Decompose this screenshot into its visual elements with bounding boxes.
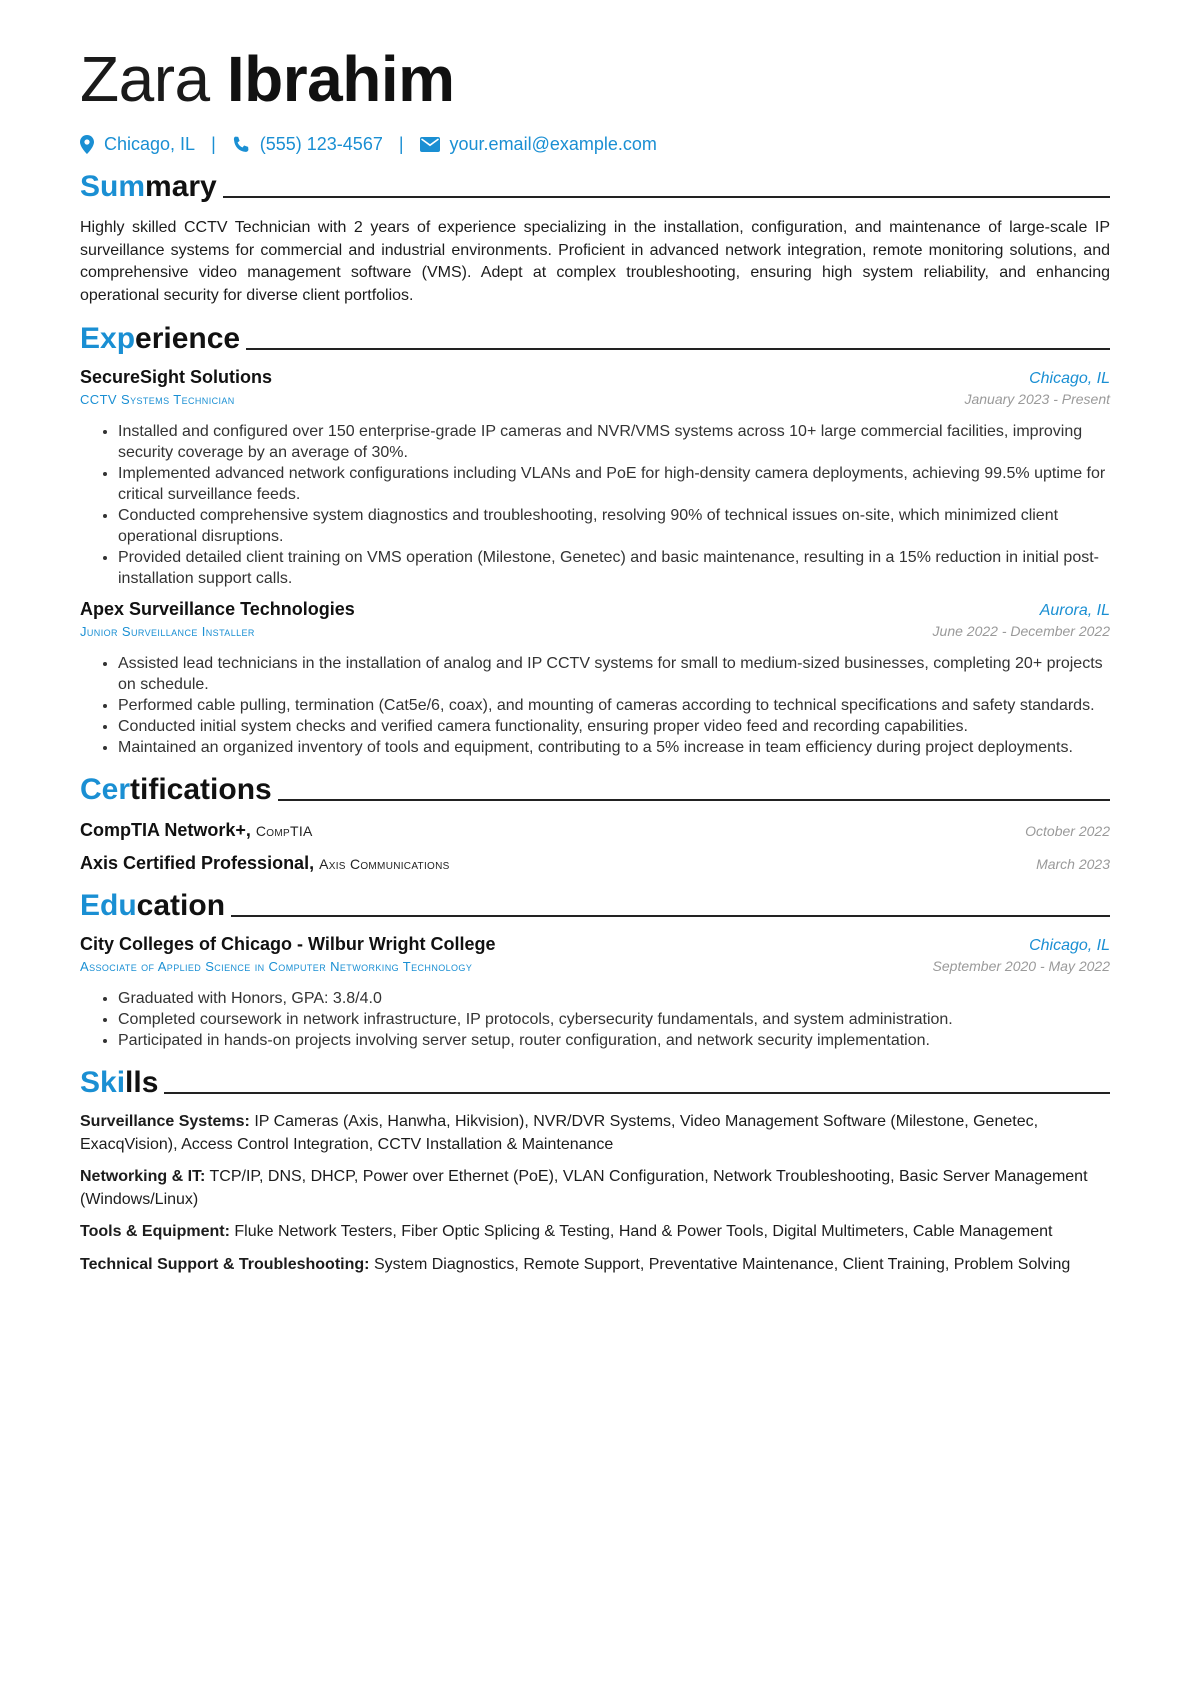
education-list [80, 988, 1110, 1051]
skill-values: Fluke Network Testers, Fiber Optic Splicing & Testing, Hand & Power Tools, Digital Multimeters, Cable Management [234, 1223, 1053, 1240]
skill-category: Surveillance Systems: [80, 1113, 250, 1130]
skill-row [80, 1111, 1110, 1156]
list-item: • Maintained an organized inventory of tools and equipment, contributing to a 5% increase in team efficiency during project deployments. [118, 737, 1110, 758]
summary-heading [80, 169, 1110, 205]
job-dates: June 2022 - December 2022 [932, 623, 1110, 639]
certification-name: Axis Certified Professional [80, 853, 310, 873]
school-name: City Colleges of Chicago - Wilbur Wright College [80, 934, 496, 954]
skill-category: Technical Support & Troubleshooting: [80, 1255, 370, 1273]
skills-heading [80, 1065, 1110, 1101]
company-name: Apex Surveillance Technologies [80, 599, 355, 619]
section-title: Certifications [80, 773, 272, 806]
skill-values: IP Cameras (Axis, Hanwha, Hikvision), NVR/DVR Systems, Video Management Software (Milestone, Genetec, ExacqVision), Access Control Integration, CCTV Installation & Maintenance [80, 1113, 1039, 1153]
list-item: • Conducted comprehensive system diagnostics and troubleshooting, resolving 90% of technical issues on-site, which minimized client operational disruptions. [118, 505, 1110, 547]
location-text: Chicago, IL [104, 134, 196, 154]
company-name: SecureSight Solutions [80, 367, 273, 387]
envelope-icon [420, 137, 440, 152]
list-item: • Conducted initial system checks and verified camera functionality, ensuring proper video feed and recording capabilities. [118, 716, 1110, 737]
contact-separator: | [211, 134, 216, 154]
map-pin-icon [80, 135, 94, 154]
experience-heading [80, 321, 1110, 357]
list-item: • Provided detailed client training on VMS operation (Milestone, Genetec) and basic maintenance, resulting in a 15% reduction in initial post-installation support calls. [118, 547, 1110, 589]
contact-separator: | [398, 134, 404, 154]
certification-date: March 2023 [1036, 856, 1110, 872]
school-location: Chicago, IL [1029, 937, 1110, 954]
skill-row [80, 1166, 1110, 1211]
job-title: Junior Surveillance Installer [80, 624, 255, 639]
section-rule [231, 915, 1110, 917]
achievement-list [80, 421, 1110, 589]
list-item: • Performed cable pulling, termination (Cat5e/6, coax), and mounting of cameras according to technical specifications and safety standards. [118, 695, 1110, 716]
job-dates: January 2023 - Present [964, 391, 1110, 407]
job-title: CCTV Systems Technician [80, 392, 235, 407]
job-location: Chicago, IL [1029, 370, 1110, 387]
education-entry [80, 934, 1110, 1051]
certifications-heading [80, 772, 1110, 808]
skill-category: Networking & IT: [80, 1168, 206, 1185]
skill-category: Tools & Equipment: [80, 1223, 230, 1240]
section-title: Skills [80, 1066, 159, 1099]
email-link: your.email@example.com [449, 134, 657, 154]
contact-phone[interactable] [232, 134, 383, 155]
certification-issuer: Axis Communications [319, 856, 450, 872]
list-item: • Completed coursework in network infrastructure, IP protocols, cybersecurity fundamentals, and system administration. [118, 1009, 1110, 1030]
certification-item: Axis Certified Professional, Axis Communications March 2023 [80, 853, 1110, 873]
list-item: • Installed and configured over 150 enterprise-grade IP cameras and NVR/VMS systems across 10+ large commercial facilities, improving security coverage by an average of 30%. [118, 421, 1110, 463]
education-heading [80, 888, 1110, 924]
contact-email[interactable] [420, 134, 657, 155]
contact-location [80, 134, 195, 155]
first-name: Zara [80, 43, 210, 115]
list-item: • Participated in hands-on projects involving server setup, router configuration, and network security implementation. [118, 1030, 1110, 1051]
phone-icon [232, 136, 250, 154]
phone-text: (555) 123-4567 [259, 134, 383, 154]
certification-item: CompTIA Network+, CompTIA October 2022 [80, 820, 1110, 840]
degree-title: Associate of Applied Science in Computer Networking Technology [80, 959, 473, 974]
section-rule [246, 348, 1110, 350]
skill-values: System Diagnostics, Remote Support, Preventative Maintenance, Client Training, Problem Solving [373, 1255, 1071, 1273]
contact-line [80, 134, 1110, 155]
education-dates: September 2020 - May 2022 [932, 958, 1110, 974]
experience-entry [80, 599, 1110, 758]
certification-issuer: CompTIA [255, 823, 313, 839]
skill-values: TCP/IP, DNS, DHCP, Power over Ethernet (PoE), VLAN Configuration, Network Troubleshooting, Basic Server Management (Windows/Linux) [80, 1168, 1088, 1208]
list-item: • Implemented advanced network configurations including VLANs and PoE for high-density camera deployments, achieving 99.5% uptime for critical surveillance feeds. [118, 463, 1110, 505]
list-item: • Assisted lead technicians in the installation of analog and IP CCTV systems for small to medium-sized businesses, completing 20+ projects on schedule. [118, 653, 1110, 695]
summary-text: Highly skilled CCTV Technician with 2 years of experience specializing in the installation, configuration, and maintenance of large-scale IP surveillance systems for commercial and industrial environments. Proficient in advanced network integration, remote monitoring solutions, and comprehensive video management software (VMS). Adept at complex troubleshooting, ensuring high system reliability, and enhancing operational security for diverse client portfolios. [80, 219, 1110, 304]
job-location: Aurora, IL [1039, 602, 1110, 619]
section-title: Summary [80, 170, 217, 203]
list-item: • Graduated with Honors, GPA: 3.8/4.0 [118, 988, 1110, 1009]
skill-row [80, 1221, 1110, 1244]
certification-name: CompTIA Network+ [80, 820, 246, 840]
achievement-list [80, 653, 1110, 758]
candidate-name [80, 40, 1110, 118]
section-rule [278, 799, 1110, 801]
experience-entry [80, 367, 1110, 589]
section-title: Experience [80, 322, 241, 355]
certification-date: October 2022 [1025, 823, 1110, 839]
last-name: Ibrahim [226, 43, 455, 115]
skill-row [80, 1254, 1110, 1277]
section-rule [164, 1092, 1110, 1094]
section-rule [223, 196, 1110, 198]
section-title: Education [80, 889, 226, 922]
